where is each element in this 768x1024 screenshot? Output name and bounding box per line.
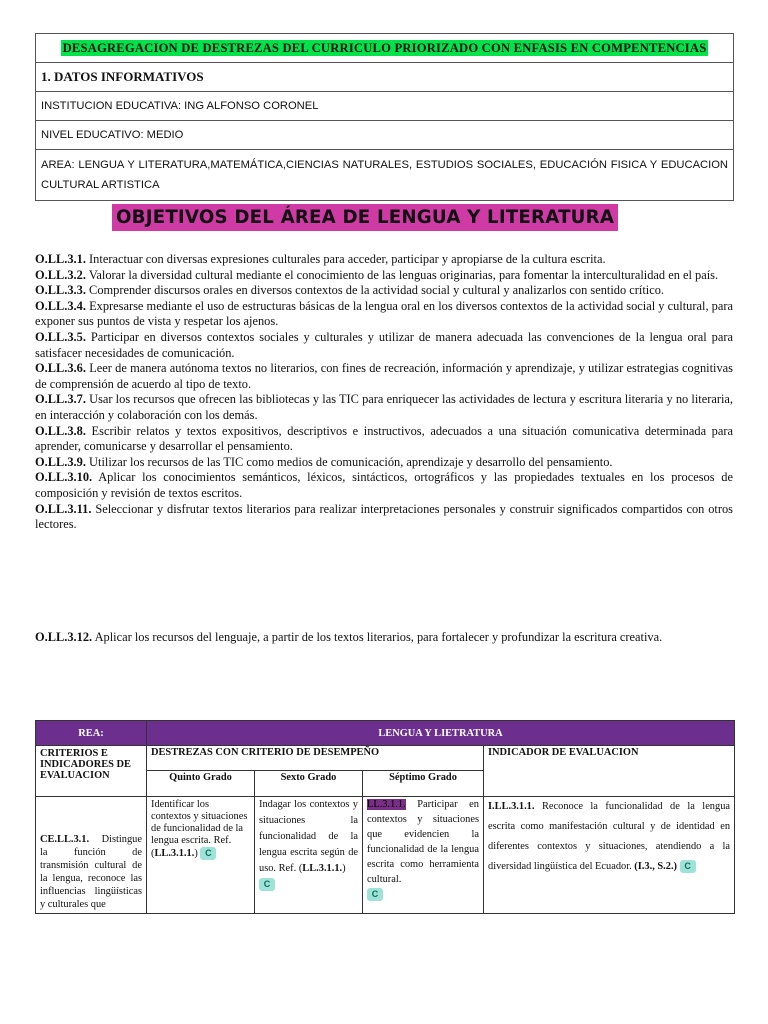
column-header-row (36, 746, 735, 771)
objective-item (35, 424, 733, 455)
c-badge-icon[interactable]: C (259, 878, 275, 891)
objective-item (35, 252, 733, 268)
objective-item (35, 392, 733, 423)
objective-text: Valorar la diversidad cultural mediante el conocimiento de las lenguas originarias, para fomentar la interculturalidad en el país. (85, 267, 719, 282)
objective-item (35, 455, 733, 471)
criterio-code: CE.LL.3.1. (40, 834, 90, 845)
objective-code: O.LL.3.10. (35, 470, 93, 485)
nivel-field: NIVEL EDUCATIVO: MEDIO (36, 121, 734, 150)
objective-text: Seleccionar y disfrutar textos literarios para realizar interpretaciones personales y construir significados compartidos con otros lectores. (35, 501, 733, 532)
area-field: AREA: LENGUA Y LITERATURA,MATEMÁTICA,CIENCIAS NATURALES, ESTUDIOS SOCIALES, EDUCACIÓN FISICA Y EDUCACION CULTURAL ARTISTICA (36, 150, 734, 201)
objective-text: Usar los recursos que ofrecen las bibliotecas y las TIC para enriquecer las actividades de lectura y escritura literaria y no literaria, en interacción y colaboración con los demás. (35, 392, 733, 422)
indicador-code: I.LL.3.1.1. (488, 801, 535, 812)
objective-item (35, 361, 733, 392)
criterios-header: CRITERIOS E INDICADORES DE EVALUACION (36, 746, 147, 797)
objective-text: Aplicar los conocimientos semánticos, léxicos, sintácticos, ortográficos y las propiedades textuales en los procesos de composición y revisión de textos escritos. (35, 470, 733, 500)
area-row (36, 150, 734, 201)
criterio-text: Distingue la función de transmisión cultural de la lengua, reconoce las influencias lingüísticas y culturales que (40, 834, 142, 910)
indicador-header: INDICADOR DE EVALUACION (484, 746, 735, 797)
area-value-cell: LENGUA Y LIETRATURA (147, 721, 735, 746)
objective-item (35, 502, 733, 533)
objective-code: O.LL.3.8. (35, 423, 86, 438)
area-header-row (36, 721, 735, 746)
objective-code: O.LL.3.11. (35, 501, 92, 516)
objective-text: Aplicar los recursos del lenguaje, a partir de los textos literarios, para fortalecer y profundizar la escritura creativa. (92, 630, 663, 644)
objective-code: O.LL.3.4. (35, 298, 86, 313)
grade-sexto: Sexto Grado (255, 771, 363, 797)
objective-text: Interactuar con diversas expresiones culturales para acceder, participar y apropiarse de la cultura escrita. (85, 252, 606, 266)
objective-text: Participar en diversos contextos sociales y culturales y utilizar de manera adecuada las convenciones de la lengua oral para satisfacer necesidades de comunicación. (35, 329, 733, 360)
sexto-text: Indagar los contextos y situaciones la funcionalidad de la lengua escrita según de uso. Ref. ( (259, 799, 358, 874)
objective-text: Comprender discursos orales en diversos contextos de la actividad social y cultural y analizarlos con sentido crítico. (85, 283, 665, 298)
indicador-ref: (I.3., S.2.) (634, 861, 678, 872)
curriculum-table (35, 720, 735, 914)
objective-text: Escribir relatos y textos expositivos, descriptivos e instructivos, adecuados a una situación comunicativa determinada para aprender, comunicarse y desarrollar el pensamiento. (35, 423, 733, 454)
objective-code: O.LL.3.5. (35, 329, 86, 344)
objective-text: Leer de manera autónoma textos no literarios, con fines de recreación, información y aprendizaje, y utilizar estrategias cognitivas de comprensión de acuerdo al tipo de texto. (35, 361, 733, 391)
objective-code: O.LL.3.3. (35, 283, 86, 298)
indicador-cell (484, 797, 735, 914)
septimo-cell (363, 797, 484, 914)
grade-septimo: Séptimo Grado (363, 771, 484, 797)
indicador-text: Reconoce la funcionalidad de la lengua escrita como manifestación cultural y de identidad en diferentes contextos y situaciones, atendiendo a la diversidad lingüística del Ecuador. (488, 801, 731, 872)
sexto-cell (255, 797, 363, 914)
info-table (35, 33, 734, 201)
objective-item (35, 470, 733, 501)
institucion-field: INSTITUCION EDUCATIVA: ING ALFONSO CORONEL (36, 92, 734, 121)
objective-code: O.LL.3.9. (35, 454, 86, 469)
sexto-ref: LL.3.1.1. (302, 863, 343, 874)
objective-code: O.LL.3.7. (35, 392, 86, 407)
objective-item-12 (35, 629, 733, 645)
objectives-heading: OBJETIVOS DEL ÁREA DE LENGUA Y LITERATURA (112, 204, 618, 231)
objectives-list (35, 252, 733, 533)
objective-code: O.LL.3.1. (35, 252, 86, 266)
institucion-row (36, 92, 734, 121)
septimo-text: Participar en contextos y situaciones que evidencien la funcionalidad de la lengua escrita como herramienta cultural. (367, 799, 479, 885)
objective-item (35, 283, 733, 299)
quinto-close: ) (194, 847, 198, 859)
objective-text: Expresarse mediante el uso de estructuras básicas de la lengua oral en los diversos contextos de la actividad social y cultural, para exponer sus puntos de vista y respetar los ajenos. (35, 298, 733, 329)
objective-code: O.LL.3.2. (35, 267, 86, 282)
quinto-ref: LL.3.1.1. (154, 847, 195, 859)
objective-item (35, 299, 733, 330)
septimo-code: LL.3.1.1. (367, 799, 406, 810)
area-label-cell: REA: (36, 721, 147, 746)
quinto-cell (147, 797, 255, 914)
datos-row (36, 63, 734, 92)
objective-item (35, 330, 733, 361)
datos-heading: 1. DATOS INFORMATIVOS (36, 63, 734, 92)
objective-code: O.LL.3.6. (35, 361, 86, 376)
document-title: DESAGREGACION DE DESTREZAS DEL CURRICULO PRIORIZADO CON ENFASIS EN COMPENTENCIAS (62, 41, 707, 55)
c-badge-icon[interactable]: C (367, 888, 383, 901)
destrezas-header: DESTREZAS CON CRITERIO DE DESEMPEÑO (147, 746, 484, 771)
grade-quinto: Quinto Grado (147, 771, 255, 797)
title-row (36, 34, 734, 63)
objective-item (35, 268, 733, 284)
nivel-row (36, 121, 734, 150)
c-badge-icon[interactable]: C (200, 847, 216, 860)
criterio-cell (36, 797, 147, 914)
table-row (36, 797, 735, 914)
objective-text: Utilizar los recursos de las TIC como medios de comunicación, aprendizaje y desarrollo del pensamiento. (85, 454, 613, 469)
quinto-text: Identificar los contextos y situaciones de funcionalidad de la lengua escrita. Ref. ( (151, 799, 248, 859)
objective-code: O.LL.3.12. (35, 630, 93, 644)
c-badge-icon[interactable]: C (680, 860, 696, 873)
sexto-close: ) (342, 863, 346, 874)
